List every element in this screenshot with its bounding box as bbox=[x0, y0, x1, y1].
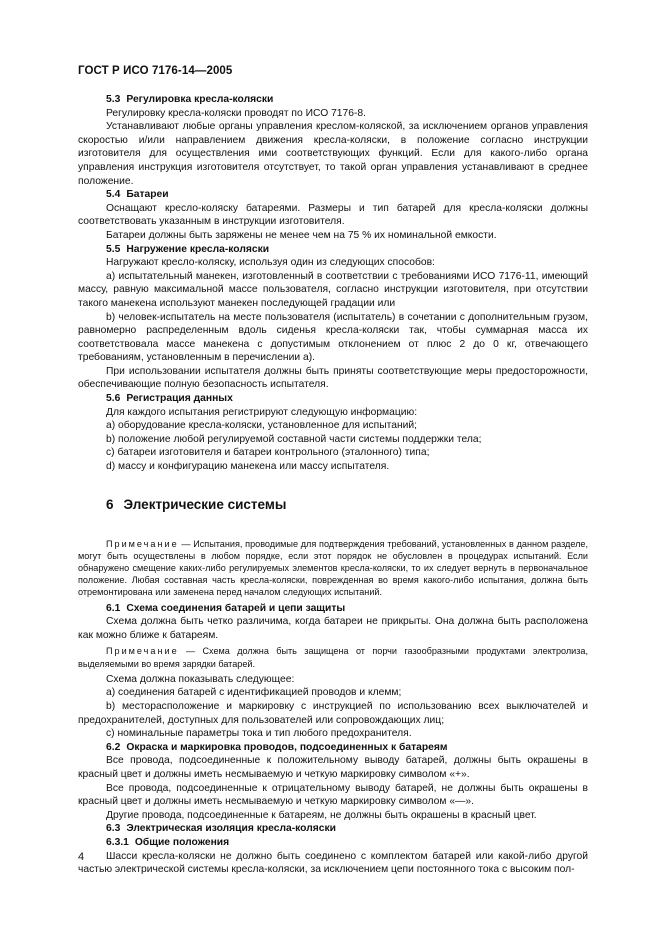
paragraph: c) батареи изготовителя и батареи контрольного (эталонного) типа; bbox=[106, 447, 430, 459]
paragraph: c) номинальные параметры тока и тип любого предохранителя. bbox=[106, 728, 412, 740]
paragraph: b) месторасположение и маркировку с инструкцией по использованию всех выключателей и предохранителей, доступных для пользователей или сопровождающих лиц; bbox=[78, 701, 588, 726]
paragraph: Все провода, подсоединенные к положительному выводу батарей, должны быть окрашены в красный цвет и должны иметь несмываемую и четкую маркировку символом «+». bbox=[78, 755, 588, 780]
paragraph: Регулировку кресла-коляски проводят по ИСО 7176-8. bbox=[106, 107, 366, 119]
paragraph: Схема должна быть четко различима, когда батареи не прикрыты. Она должна быть расположена как можно ближе к батареям. bbox=[78, 616, 588, 641]
subsection-heading bbox=[78, 188, 588, 202]
paragraph: Устанавливают любые органы управления креслом-коляской, за исключением органов управления скоростью и/или направлением движения кресла-коляски, в положение согласно инструкции изготовителя для осуществления ими соответствующих функций. Если для какого-либо органа управления инструкция изготовителя отсутствует, то такой орган управления устанавливают в среднее положение. bbox=[78, 121, 588, 187]
heading-number: 5.3 bbox=[106, 94, 121, 105]
subsection-heading bbox=[78, 243, 588, 257]
paragraph: a) соединения батарей с идентификацией проводов и клемм; bbox=[106, 687, 402, 699]
heading-title: Электрическая изоляция кресла-коляски bbox=[126, 823, 336, 835]
heading-title: Схема соединения батарей и цепи защиты bbox=[126, 602, 346, 614]
subsection-heading bbox=[78, 392, 588, 406]
heading-title: Батареи bbox=[126, 189, 169, 201]
paragraph: Другие провода, подсоединенные к батареям, не должны быть окрашены в красный цвет. bbox=[106, 809, 537, 821]
note bbox=[78, 538, 588, 599]
note-text: — Испытания, проводимые для подтверждения требований, установленных в данном разделе, могут быть осуществлены в любом порядке, если этот порядок не обусловлен в процедурах испытаний. Если обнаружено смещение каких-либо регулируемых элементов кресла-коляски, то их следует вернуть в первоначальное положение. Любая составная часть кресла-коляски, поврежденная во время какого-либо испытания, должна быть отремонтирована или заменена перед началом следующих испытаний. bbox=[78, 538, 588, 598]
paragraph: Схема должна показывать следующее: bbox=[106, 673, 295, 685]
paragraph: a) оборудование кресла-коляски, установленное для испытаний; bbox=[106, 420, 418, 432]
paragraph: b) положение любой регулируемой составной части системы поддержки тела; bbox=[106, 433, 482, 445]
document-header: ГОСТ Р ИСО 7176-14—2005 bbox=[78, 65, 233, 77]
subsection-heading bbox=[78, 822, 588, 836]
note bbox=[78, 645, 588, 669]
paragraph: При использовании испытателя должны быть приняты соответствующие меры предосторожности, обеспечивающие полную безопасность испытателя. bbox=[78, 365, 588, 391]
paragraph: Батареи должны быть заряжены не менее чем на 75 % их номинальной емкости. bbox=[106, 229, 497, 241]
heading-number: 5.5 bbox=[106, 243, 121, 255]
subsection-heading bbox=[78, 741, 588, 755]
page-number: 4 bbox=[78, 851, 85, 863]
paragraph: Все провода, подсоединенные к отрицательному выводу батарей, не должны быть окрашены в красный цвет и должны иметь несмываемую и четкую маркировку символом «—». bbox=[78, 782, 588, 808]
paragraph: Шасси кресла-коляски не должно быть соединено с комплектом батарей или какой-либо другой частью электрической системы кресла-коляски, за исключением цепи постоянного тока с высоким пол- bbox=[78, 850, 588, 876]
heading-number: 6.1 bbox=[106, 602, 121, 614]
paragraph: Для каждого испытания регистрируют следующую информацию: bbox=[106, 406, 418, 418]
paragraph: d) массу и конфигурацию манекена или массу испытателя. bbox=[106, 461, 390, 473]
heading-title: Общие положения bbox=[134, 836, 230, 848]
paragraph: Оснащают кресло-коляску батареями. Размеры и тип батарей для кресла-коляски должны соответствовать указанным в инструкции изготовителя. bbox=[78, 202, 588, 228]
note-text: — Схема должна быть защищена от порчи газообразными продуктами электролиза, выделяемыми во время зарядки батарей. bbox=[78, 646, 588, 669]
subsection-heading bbox=[78, 93, 588, 107]
section-heading bbox=[78, 496, 588, 514]
heading-title: Регистрация данных bbox=[126, 393, 233, 405]
paragraph: Нагружают кресло-коляску, используя один из следующих способов: bbox=[106, 257, 435, 269]
heading-title: Окраска и маркировка проводов, подсоединенных к батареям bbox=[126, 741, 448, 753]
heading-title: Регулировка кресла-коляски bbox=[126, 94, 274, 105]
heading-title: Нагружение кресла-коляски bbox=[126, 243, 270, 255]
heading-number: 6.3.1 bbox=[106, 836, 129, 848]
note-label: Примечание bbox=[106, 538, 179, 549]
heading-number: 6 bbox=[106, 496, 114, 512]
paragraph: a) испытательный манекен, изготовленный в соответствии с требованиями ИСО 7176-11, имеющий массу, равную максимальной массе пользователя, согласно инструкции изготовителя, при отсутствии такого манекена используют манекен последующей градации или bbox=[78, 270, 588, 309]
document-body bbox=[78, 93, 588, 877]
note-label: Примечание bbox=[106, 646, 179, 657]
heading-number: 6.2 bbox=[106, 741, 121, 753]
heading-number: 5.6 bbox=[106, 393, 121, 405]
subsection-heading bbox=[78, 836, 588, 850]
subsection-heading bbox=[78, 602, 588, 616]
heading-number: 5.4 bbox=[106, 189, 121, 201]
paragraph: b) человек-испытатель на месте пользователя (испытатель) в сочетании с дополнительным грузом, равномерно распределенным вдоль сиденья кресла-коляски так, чтобы суммарная масса их соответствовала массе манекена с допустимым отклонением от плюс 2 до 0 кг, отвечающего требованиям, установленным в перечислении а). bbox=[78, 311, 588, 364]
heading-title: Электрические системы bbox=[123, 496, 287, 512]
heading-number: 6.3 bbox=[106, 823, 121, 835]
